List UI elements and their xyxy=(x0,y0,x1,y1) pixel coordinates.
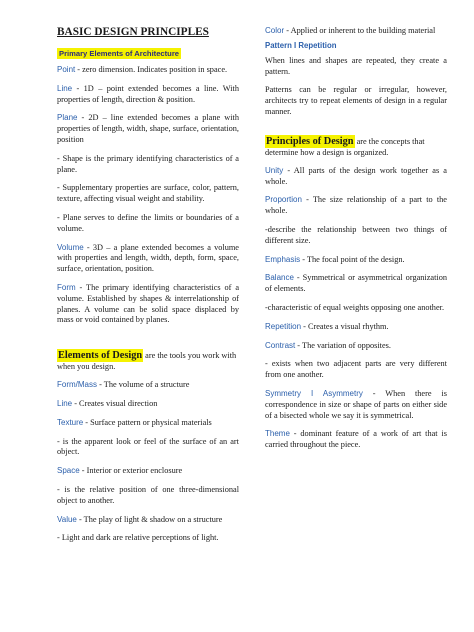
def-space: - Interior or exterior enclosure xyxy=(79,466,183,476)
page-title: BASIC DESIGN PRINCIPLES xyxy=(57,26,209,38)
term-balance: Balance xyxy=(265,273,294,283)
term-space: Space xyxy=(57,466,80,476)
plane-note-3: - Plane serves to define the limits or boundaries of a volume. xyxy=(57,212,239,233)
plane-note-2: - Supplementary properties are surface, color, pattern, texture, affecting visual weight and stability. xyxy=(57,183,239,204)
def-volume: - 3D – a plane extended becomes a volume with properties and length, width, depth, form, space, surface, orientation, position. xyxy=(57,242,239,274)
heading-elements-of-design: Elements of Design xyxy=(58,350,143,362)
proportion-note: -describe the relationship between two things of different size. xyxy=(265,224,447,245)
term-emphasis: Emphasis xyxy=(265,254,301,264)
term-color: Color xyxy=(265,26,285,35)
term-unity: Unity xyxy=(265,165,284,175)
entry-line-2 xyxy=(57,399,239,410)
entry-unity xyxy=(265,166,447,188)
def-symmetry: - When there is correspondence in size or shape of parts on either side of a bisected whole we say it is symmetrical. xyxy=(265,388,447,420)
def-contrast: - The variation of opposites. xyxy=(295,340,391,350)
entry-line xyxy=(57,84,239,106)
elements-intro: are the tools you work with when you design. xyxy=(57,351,237,372)
term-point: Point xyxy=(57,65,76,74)
left-column xyxy=(57,26,239,552)
def-texture: - Surface pattern or physical materials xyxy=(83,417,212,427)
term-form: Form xyxy=(57,282,76,292)
right-column xyxy=(265,26,447,459)
def-repetition: - Creates a visual rhythm. xyxy=(301,321,389,331)
term-value: Value xyxy=(57,514,77,524)
term-line-2: Line xyxy=(57,398,73,408)
def-point: - zero dimension. Indicates position in space. xyxy=(75,65,228,74)
def-line-2: - Creates visual direction xyxy=(72,398,158,408)
entry-proportion xyxy=(265,195,447,217)
entry-theme xyxy=(265,429,447,451)
section-principles-of-design xyxy=(265,136,447,158)
entry-form xyxy=(57,283,239,326)
entry-repetition xyxy=(265,322,447,333)
entry-symmetry xyxy=(265,389,447,421)
entry-texture xyxy=(57,418,239,429)
def-form: - The primary identifying characteristics of a volume. Established by shapes & interrelationship of planes. A volume can be solid space displaced by mass or void contained by planes. xyxy=(57,282,239,325)
subheading-pattern-repetition: Pattern I Repetition xyxy=(265,40,337,50)
def-balance: - Symmetrical or asymmetrical organization of elements. xyxy=(265,273,447,294)
def-proportion: - The size relationship of a part to the whole. xyxy=(265,195,447,216)
heading-principles-of-design: Principles of Design xyxy=(266,135,354,147)
texture-note: - is the apparent look or feel of the surface of an art object. xyxy=(57,436,239,457)
balance-note: -characteristic of equal weights opposing one another. xyxy=(265,302,445,312)
entry-balance xyxy=(265,273,447,295)
space-note: - is the relative position of one three-dimensional object to another. xyxy=(57,484,239,505)
def-emphasis: - The focal point of the design. xyxy=(300,254,405,264)
term-repetition: Repetition xyxy=(265,321,302,331)
section-elements-of-design xyxy=(57,350,239,372)
entry-contrast xyxy=(265,341,447,352)
def-color: - Applied or inherent to the building material xyxy=(284,26,436,35)
def-plane: - 2D – line extended becomes a plane with properties of length, width, shape, surface, orientation, position xyxy=(57,113,239,144)
term-proportion: Proportion xyxy=(265,195,302,205)
subheading-primary-elements: Primary Elements of Architecture xyxy=(59,49,179,58)
entry-color xyxy=(265,26,447,37)
entry-plane xyxy=(57,113,239,145)
entry-space xyxy=(57,466,239,477)
def-line: - 1D – point extended becomes a line. With properties of length, direction & position. xyxy=(57,83,239,104)
term-line: Line xyxy=(57,83,73,93)
principles-intro: are the concepts that determine how a design is organized. xyxy=(265,136,425,157)
pattern-text-1: When lines and shapes are repeated, they create a pattern. xyxy=(265,55,447,76)
def-unity: - All parts of the design work together as a whole. xyxy=(265,165,447,186)
def-value: - The play of light & shadow on a structure xyxy=(76,514,223,524)
value-note: - Light and dark are relative perceptions of light. xyxy=(57,533,219,543)
entry-point xyxy=(57,65,239,76)
plane-note-1: - Shape is the primary identifying characteristics of a plane. xyxy=(57,153,239,174)
def-theme: - dominant feature of a work of art that is carried throughout the piece. xyxy=(265,429,447,450)
entry-volume xyxy=(57,243,239,275)
contrast-note: - exists when two adjacent parts are very different from one another. xyxy=(265,359,447,380)
def-form-mass: - The volume of a structure xyxy=(97,380,190,390)
pattern-text-2: Patterns can be regular or irregular, however, architects try to repeat elements of design in a regular manner. xyxy=(265,85,447,116)
term-volume: Volume xyxy=(57,242,84,252)
term-contrast: Contrast xyxy=(265,340,296,350)
entry-emphasis xyxy=(265,255,447,266)
term-form-mass: Form/Mass xyxy=(57,380,97,390)
term-theme: Theme xyxy=(265,429,290,439)
term-symmetry: Symmetry I Asymmetry xyxy=(265,388,363,398)
term-plane: Plane xyxy=(57,113,78,123)
entry-form-mass xyxy=(57,380,239,391)
entry-value xyxy=(57,515,239,526)
term-texture: Texture xyxy=(57,417,84,427)
